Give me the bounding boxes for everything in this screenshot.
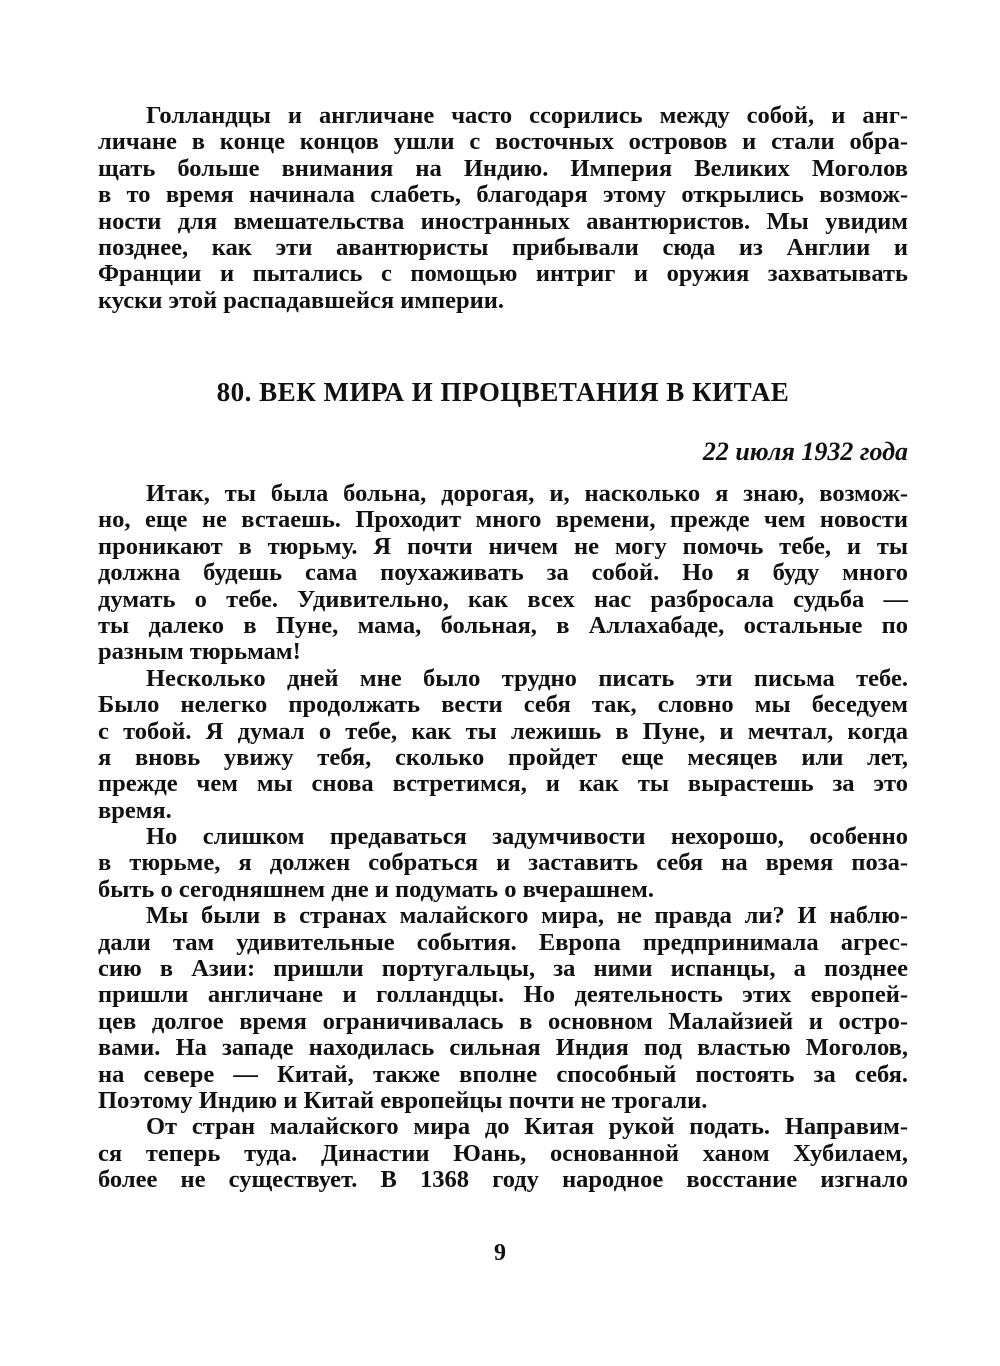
text-line: личане в конце концов ушли с восточных островов и стали обра-: [98, 128, 908, 156]
text-line: но, еще не встаешь. Проходит много времени, прежде чем новости: [98, 506, 908, 534]
text-line: ся теперь туда. Династии Юань, основанной ханом Хубилаем,: [98, 1139, 908, 1167]
text-line: более не существует. В 1368 году народное восстание изгнало: [98, 1166, 908, 1194]
text-line: щать больше внимания на Индию. Империя Великих Моголов: [98, 154, 908, 182]
text-line: вами. На западе находилась сильная Индия под властью Моголов,: [98, 1034, 908, 1062]
text-line: я вновь увижу тебя, сколько пройдет еще месяцев или лет,: [98, 743, 908, 771]
text-line: думать о тебе. Удивительно, как всех нас разбросала судьба —: [98, 585, 908, 613]
intro-paragraph: [98, 103, 908, 314]
text-line: прежде чем мы снова встретимся, и как ты вырастешь за это: [98, 770, 908, 798]
text-line: сию в Азии: пришли португальцы, за ними испанцы, а позднее: [98, 955, 908, 983]
text-line: Было нелегко продолжать вести себя так, словно мы беседуем: [98, 691, 908, 719]
text-line: время.: [98, 796, 172, 824]
text-line: в то время начинала слабеть, благодаря этому открылись возмож-: [98, 181, 908, 209]
text-line: Франции и пытались с помощью интриг и оружия захватывать: [98, 260, 908, 288]
text-line: с тобой. Я думал о тебе, как ты лежишь в Пуне, и мечтал, когда: [98, 717, 908, 745]
text-line: пришли англичане и голландцы. Но деятельность этих европей-: [98, 981, 908, 1009]
page-number: 9: [494, 1240, 506, 1266]
text-line: От стран малайского мира до Китая рукой подать. Направим-: [146, 1113, 908, 1141]
letter-date: 22 июля 1932 года: [702, 437, 908, 466]
text-line: должна будешь сама поухаживать за собой. Но я буду много: [98, 559, 908, 587]
text-line: позднее, как эти авантюристы прибывали сюда из Англии и: [98, 233, 908, 261]
text-line: Несколько дней мне было трудно писать эти письма тебе.: [146, 664, 908, 692]
text-line: Поэтому Индию и Китай европейцы почти не трогали.: [98, 1086, 708, 1114]
text-line: на севере — Китай, также вполне способный постоять за себя.: [98, 1060, 908, 1088]
text-line: Но слишком предаваться задумчивости нехорошо, особенно: [146, 823, 908, 851]
text-line: цев долгое время ограничивалась в основном Малайзией и остро-: [98, 1007, 908, 1035]
text-line: ности для вмешательства иностранных авантюристов. Мы увидим: [98, 207, 908, 235]
text-line: в тюрьме, я должен собраться и заставить себя на время поза-: [98, 849, 908, 877]
text-line: дали там удивительные события. Европа предпринимала агрес-: [98, 928, 908, 956]
text-line: быть о сегодняшнем дне и подумать о вчерашнем.: [98, 875, 654, 903]
text-line: проникают в тюрьму. Я почти ничем не могу помочь тебе, и ты: [98, 532, 908, 560]
text-line: Голландцы и англичане часто ссорились между собой, и анг-: [146, 102, 908, 129]
text-line: ты далеко в Пуне, мама, больная, в Аллахабаде, остальные по: [98, 611, 908, 639]
text-line: куски этой распадавшейся империи.: [98, 286, 504, 314]
chapter-heading: 80. ВЕК МИРА И ПРОЦВЕТАНИЯ В КИТАЕ: [216, 377, 790, 407]
body-text: [98, 481, 908, 1194]
text-line: Итак, ты была больна, дорогая, и, насколько я знаю, возмож-: [146, 480, 908, 507]
text-line: Мы были в странах малайского мира, не правда ли? И наблю-: [146, 902, 908, 930]
text-line: разным тюрьмам!: [98, 638, 301, 666]
